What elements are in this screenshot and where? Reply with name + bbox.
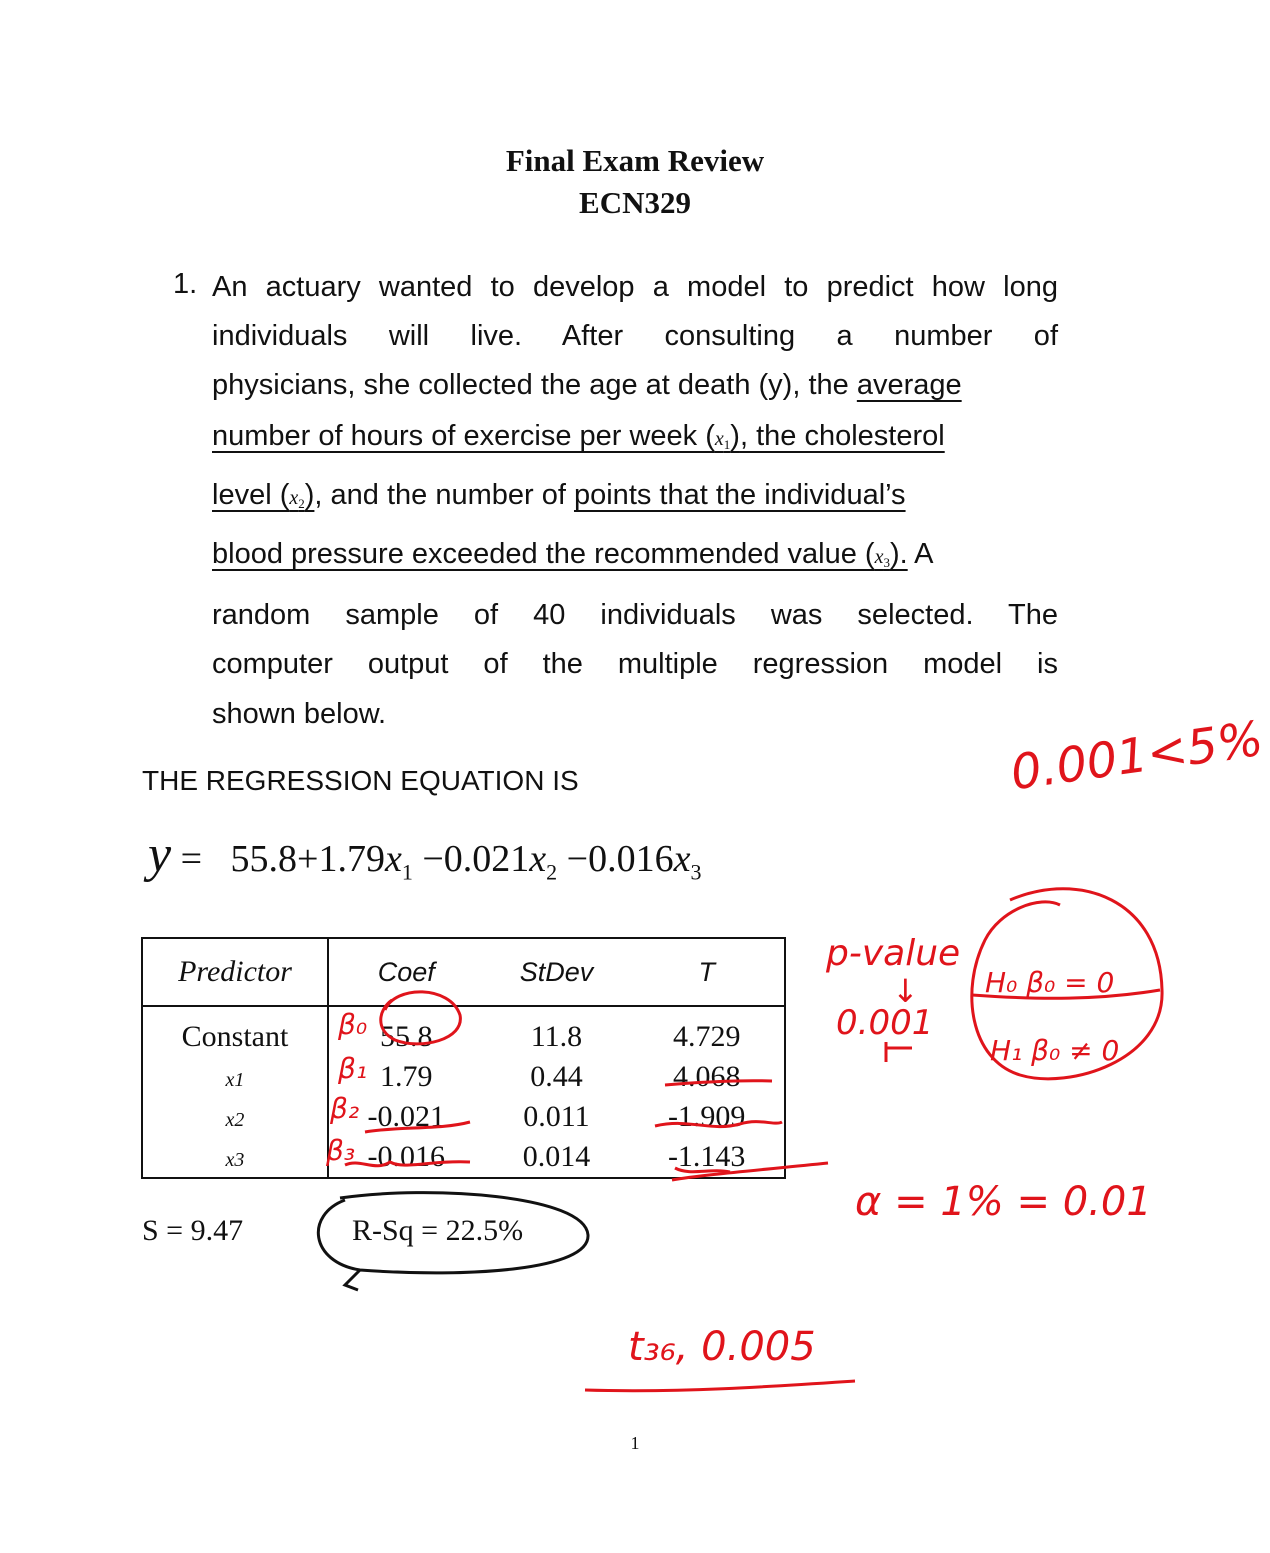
predictor-cell: Constant <box>142 1006 328 1057</box>
predictor-cell: x1 <box>142 1057 328 1097</box>
predictor-cell: x3 <box>142 1137 328 1178</box>
page-title: Final Exam Review <box>505 143 765 178</box>
question-line-2: individuals will live. After consulting a number of <box>212 320 1058 352</box>
coef-cell: -0.021 <box>367 1100 446 1133</box>
pvalue-number: 0.001 <box>836 1003 934 1043</box>
beta2-label: β₂ <box>330 1092 360 1125</box>
question-line-5: level $(x_2)$, and the number of points that the individual’s <box>212 479 906 511</box>
header-t: T <box>698 956 715 987</box>
header-predictor: Predictor <box>142 938 328 1006</box>
table-row <box>142 1137 785 1178</box>
underlined-average: average <box>856 369 962 401</box>
beta0-label: β₀ <box>338 1008 368 1041</box>
coef-cell: 55.8 <box>380 1020 433 1053</box>
standard-error: S = 9.47 <box>142 1214 244 1247</box>
t-critical-note: t₃₆, 0.005 <box>628 1324 816 1370</box>
underlined-exercise: number of hours of exercise per week $(x_1)$ <box>212 420 740 452</box>
beta1-label: β₁ <box>338 1052 368 1085</box>
stdev-cell: 11.8 <box>530 1020 583 1053</box>
table-row <box>142 1006 785 1057</box>
t-cell: -1.143 <box>667 1140 746 1173</box>
underlined-blood-pressure: blood pressure exceeded the recommended value $(x_3)$. <box>212 538 908 570</box>
beta3-label: β₃ <box>326 1134 356 1167</box>
hypothesis-divider <box>972 990 1160 998</box>
regression-equation: y = $55.8+1.79x_1 -0.021x_2 -0.016x_3$ <box>148 826 702 885</box>
null-hypothesis: H₀ β₀ = 0 <box>985 966 1115 999</box>
question-line-9: shown below. <box>212 698 387 730</box>
t-cell: -1.909 <box>667 1100 746 1133</box>
pvalue-arrow: ↓ <box>892 972 919 1010</box>
question-line-1: An actuary wanted to develop a model to predict how long <box>212 271 1058 303</box>
table-row <box>142 1097 785 1137</box>
alpha-note: α = 1% = 0.01 <box>855 1179 1152 1225</box>
t-critical-underline <box>585 1381 855 1391</box>
coef-cell: 1.79 <box>380 1060 433 1093</box>
cholesterol-text: , the cholesterol <box>739 420 945 452</box>
header-coef: Coef <box>377 956 435 987</box>
underlined-level: level $(x_2)$ <box>212 479 315 511</box>
t-cell: 4.729 <box>672 1020 741 1053</box>
table-header-row <box>142 938 785 1006</box>
question-line-3: physicians, she collected the age at death (y), the average <box>212 369 962 401</box>
coef-cell: -0.016 <box>367 1140 446 1173</box>
table-row <box>142 1057 785 1097</box>
title-block <box>0 140 1270 224</box>
page-number: 1 <box>630 1433 640 1453</box>
header-stdev: StDev <box>519 956 594 987</box>
stdev-cell: 0.011 <box>523 1100 590 1133</box>
course-code: ECN329 <box>579 185 691 220</box>
hypothesis-circle <box>972 889 1162 1079</box>
pvalue-mark <box>886 1042 912 1062</box>
regression-table <box>141 937 786 1179</box>
question-line-8: computer output of the multiple regression model is <box>212 648 1058 680</box>
question-number: 1. <box>173 268 198 300</box>
stdev-cell: 0.014 <box>522 1140 591 1173</box>
regression-heading: THE REGRESSION EQUATION IS <box>142 765 579 796</box>
underlined-points: points that the individual’s <box>573 479 906 511</box>
alt-hypothesis: H₁ β₀ ≠ 0 <box>990 1034 1120 1067</box>
pvalue-label: p-value <box>826 933 961 974</box>
stdev-cell: 0.44 <box>530 1060 583 1093</box>
t-cell: 4.068 <box>672 1060 741 1093</box>
question-line-4 <box>212 417 1058 464</box>
question-line-6: blood pressure exceeded the recommended value $(x_3)$. A <box>212 538 934 570</box>
pvalue-compare-note: 0.001<5% <box>1007 710 1267 802</box>
predictor-cell: x2 <box>142 1097 328 1137</box>
question-line-7: random sample of 40 individuals was selected. The <box>212 599 1058 631</box>
r-squared: R-Sq = 22.5% <box>352 1214 524 1247</box>
